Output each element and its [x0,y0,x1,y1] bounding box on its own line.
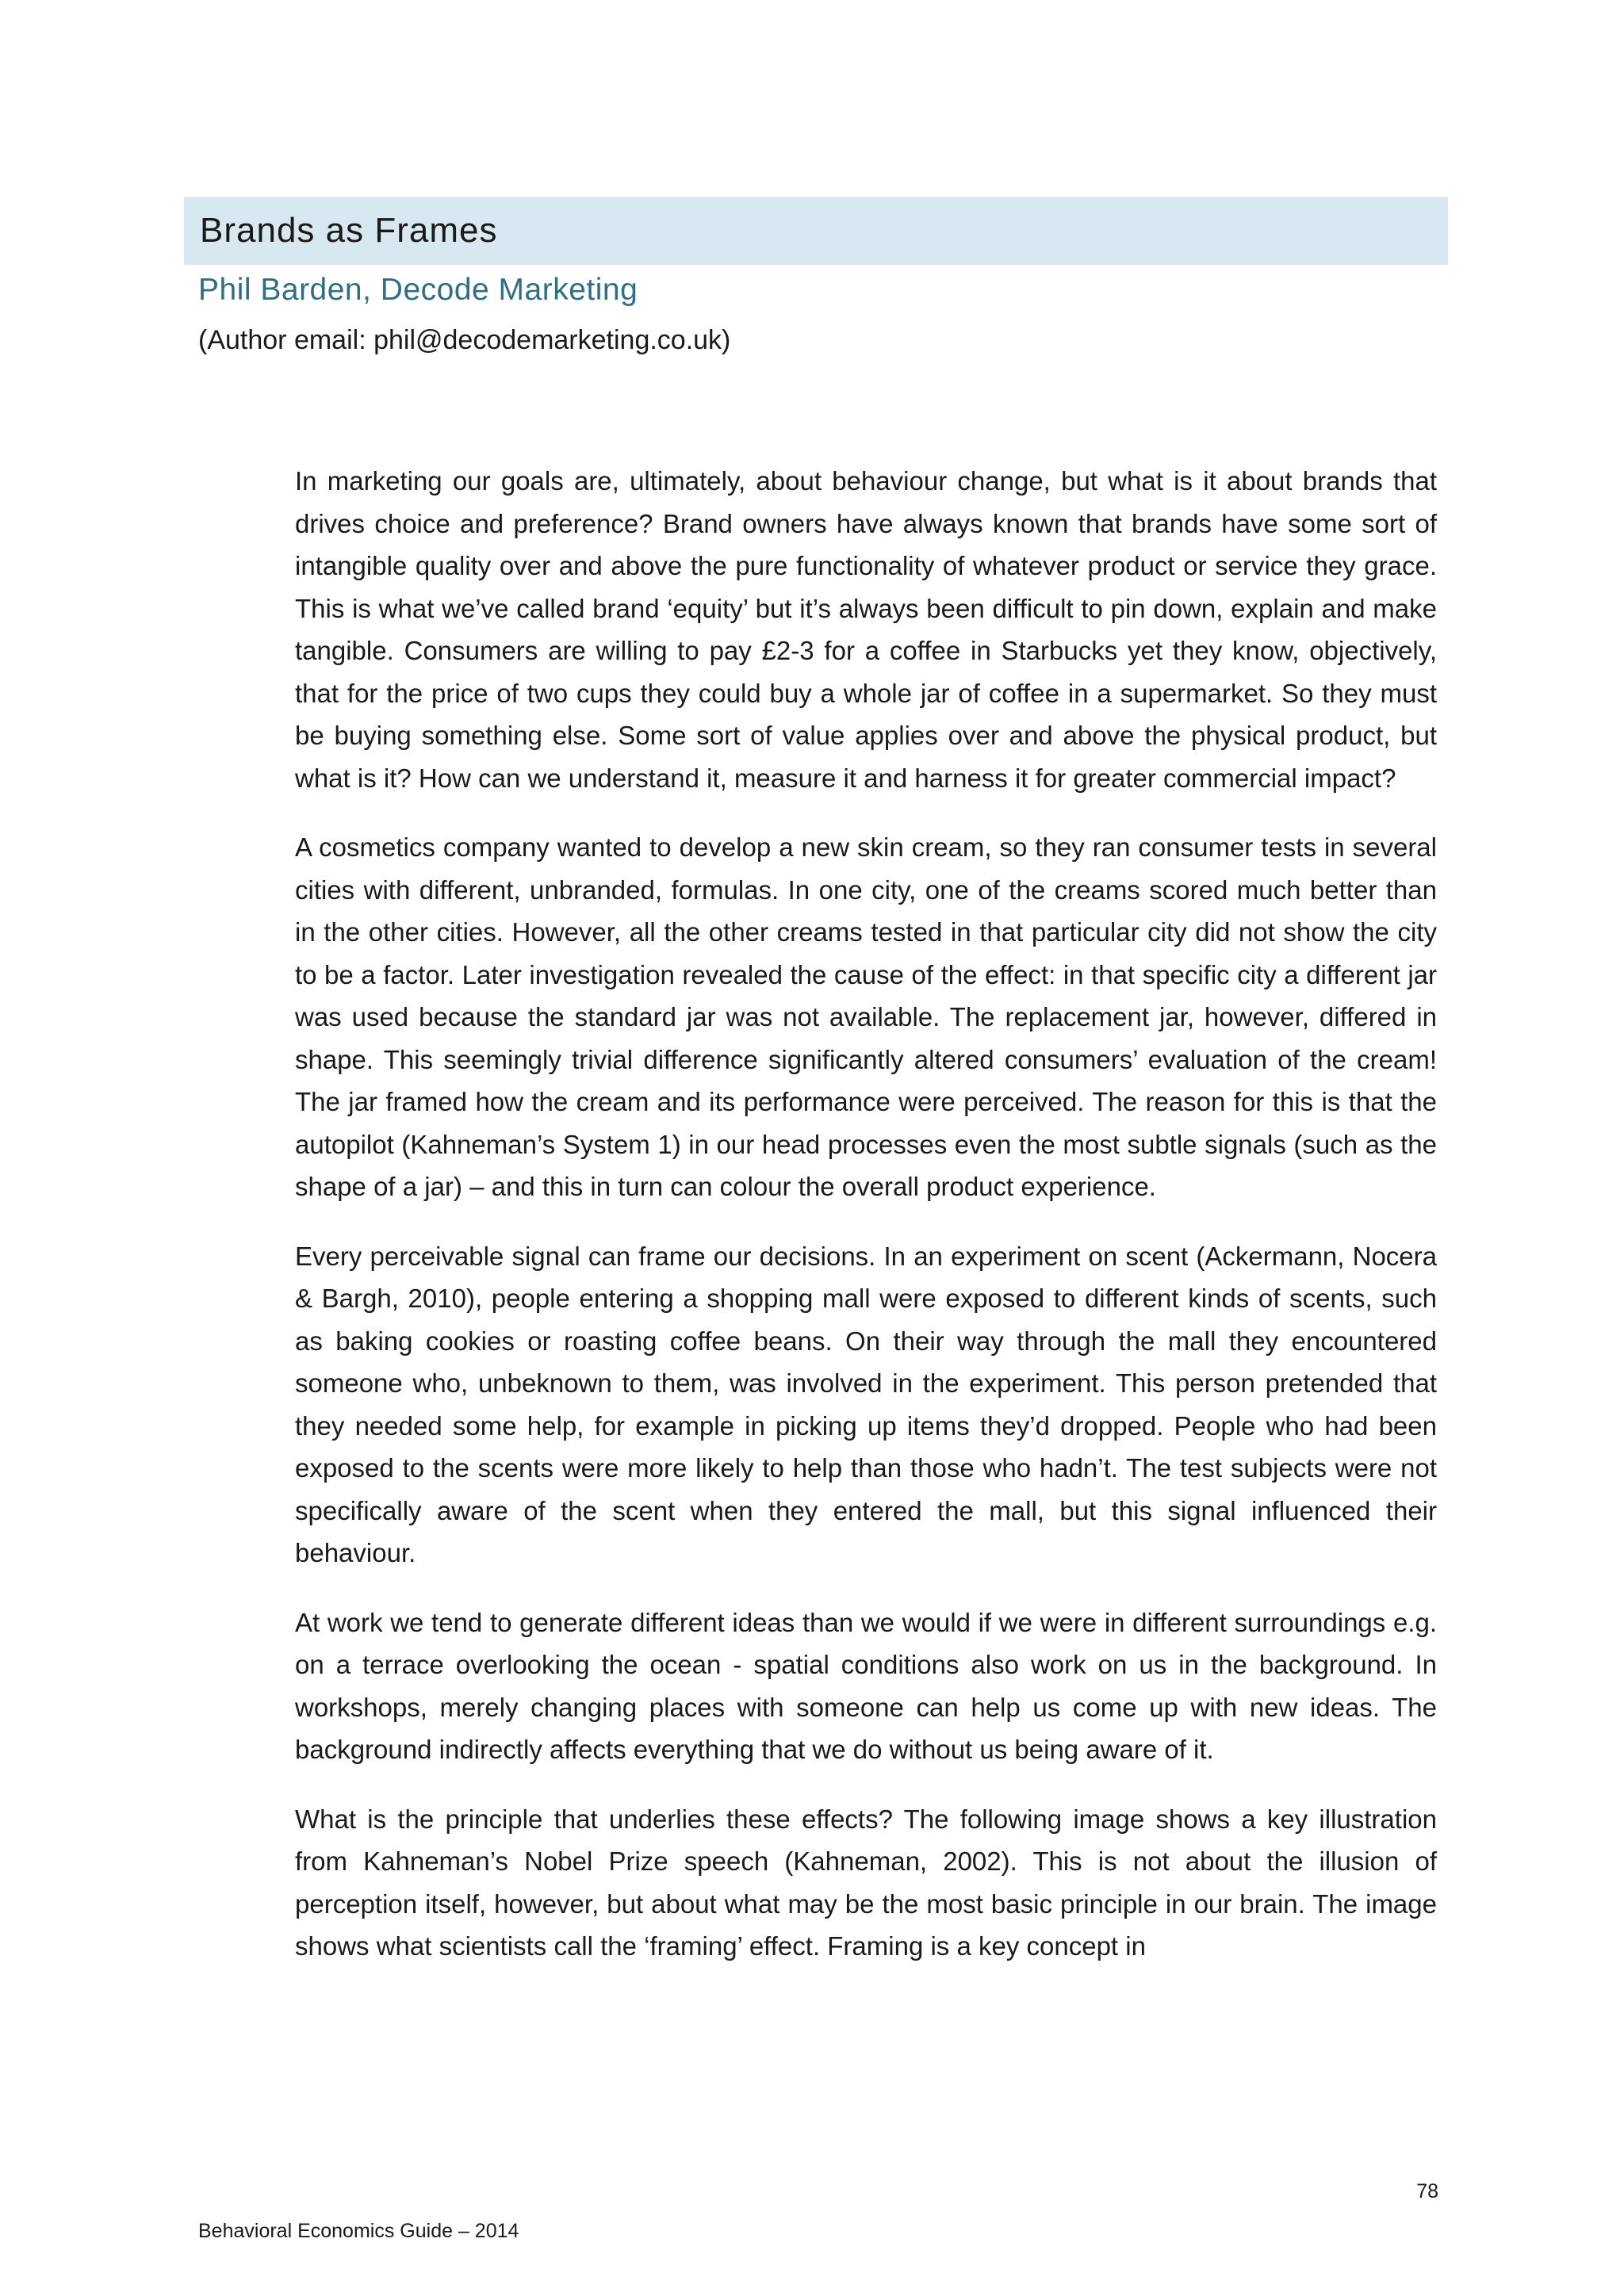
paragraph-2: A cosmetics company wanted to develop a new skin cream, so they ran consumer tests in several cities with different, unbranded, formulas. In one city, one of the creams scored much better than in the other cities. However, all the other creams tested in that particular city did not show the city to be a factor. Later investigation revealed the cause of the effect: in that specific city a different jar was used because the standard jar was not available. The replacement jar, however, differed in shape. This seemingly trivial difference significantly altered consumers’ evaluation of the cream! The jar framed how the cream and its performance were perceived. The reason for this is that the autopilot (Kahneman’s System 1) in our head processes even the most subtle signals (such as the shape of a jar) – and this in turn can colour the overall product experience. [295,832,1437,1201]
author-line: Phil Barden, Decode Marketing [198,273,638,307]
title-bar [184,197,1448,265]
page-title: Brands as Frames [200,211,498,250]
paragraph-5: What is the principle that underlies these effects? The following image shows a key illustration from Kahneman’s Nobel Prize speech (Kahneman, 2002). This is not about the illusion of perception itself, however, but about what may be the most basic principle in our brain. The image shows what scientists call the ‘framing’ effect. Framing is a key concept in [295,1804,1437,1961]
author-email: (Author email: phil@decodemarketing.co.uk) [198,325,731,355]
paragraph-3: Every perceivable signal can frame our decisions. In an experiment on scent (Ackermann, Nocera & Bargh, 2010), people entering a shopping mall were exposed to different kinds of scents, such as baking cookies or roasting coffee beans. On their way through the mall they encountered someone who, unbeknown to them, was involved in the experiment. This person pretended that they needed some help, for example in picking up items they’d dropped. People who had been exposed to the scents were more likely to help than those who hadn’t. The test subjects were not specifically aware of the scent when they entered the mall, but this signal influenced their behaviour. [295,1241,1437,1567]
paragraph-1: In marketing our goals are, ultimately, about behaviour change, but what is it about brands that drives choice and preference? Brand owners have always known that brands have some sort of intangible quality over and above the pure functionality of whatever product or service they grace. This is what we’ve called brand ‘equity’ but it’s always been difficult to pin down, explain and make tangible. Consumers are willing to pay £2-3 for a coffee in Starbucks yet they know, objectively, that for the price of two cups they could buy a whole jar of coffee in a supermarket. So they must be buying something else. Some sort of value applies over and above the physical product, but what is it? How can we understand it, measure it and harness it for greater commercial impact? [295,466,1437,793]
page-number: 78 [1416,2180,1438,2202]
article-body [295,460,1437,1995]
footer-publication: Behavioral Economics Guide – 2014 [198,2220,519,2242]
paragraph-4: At work we tend to generate different ideas than we would if we were in different surroundings e.g. on a terrace overlooking the ocean - spatial conditions also work on us in the background. In workshops, merely changing places with someone can help us come up with new ideas. The background indirectly affects everything that we do without us being aware of it. [295,1607,1437,1764]
